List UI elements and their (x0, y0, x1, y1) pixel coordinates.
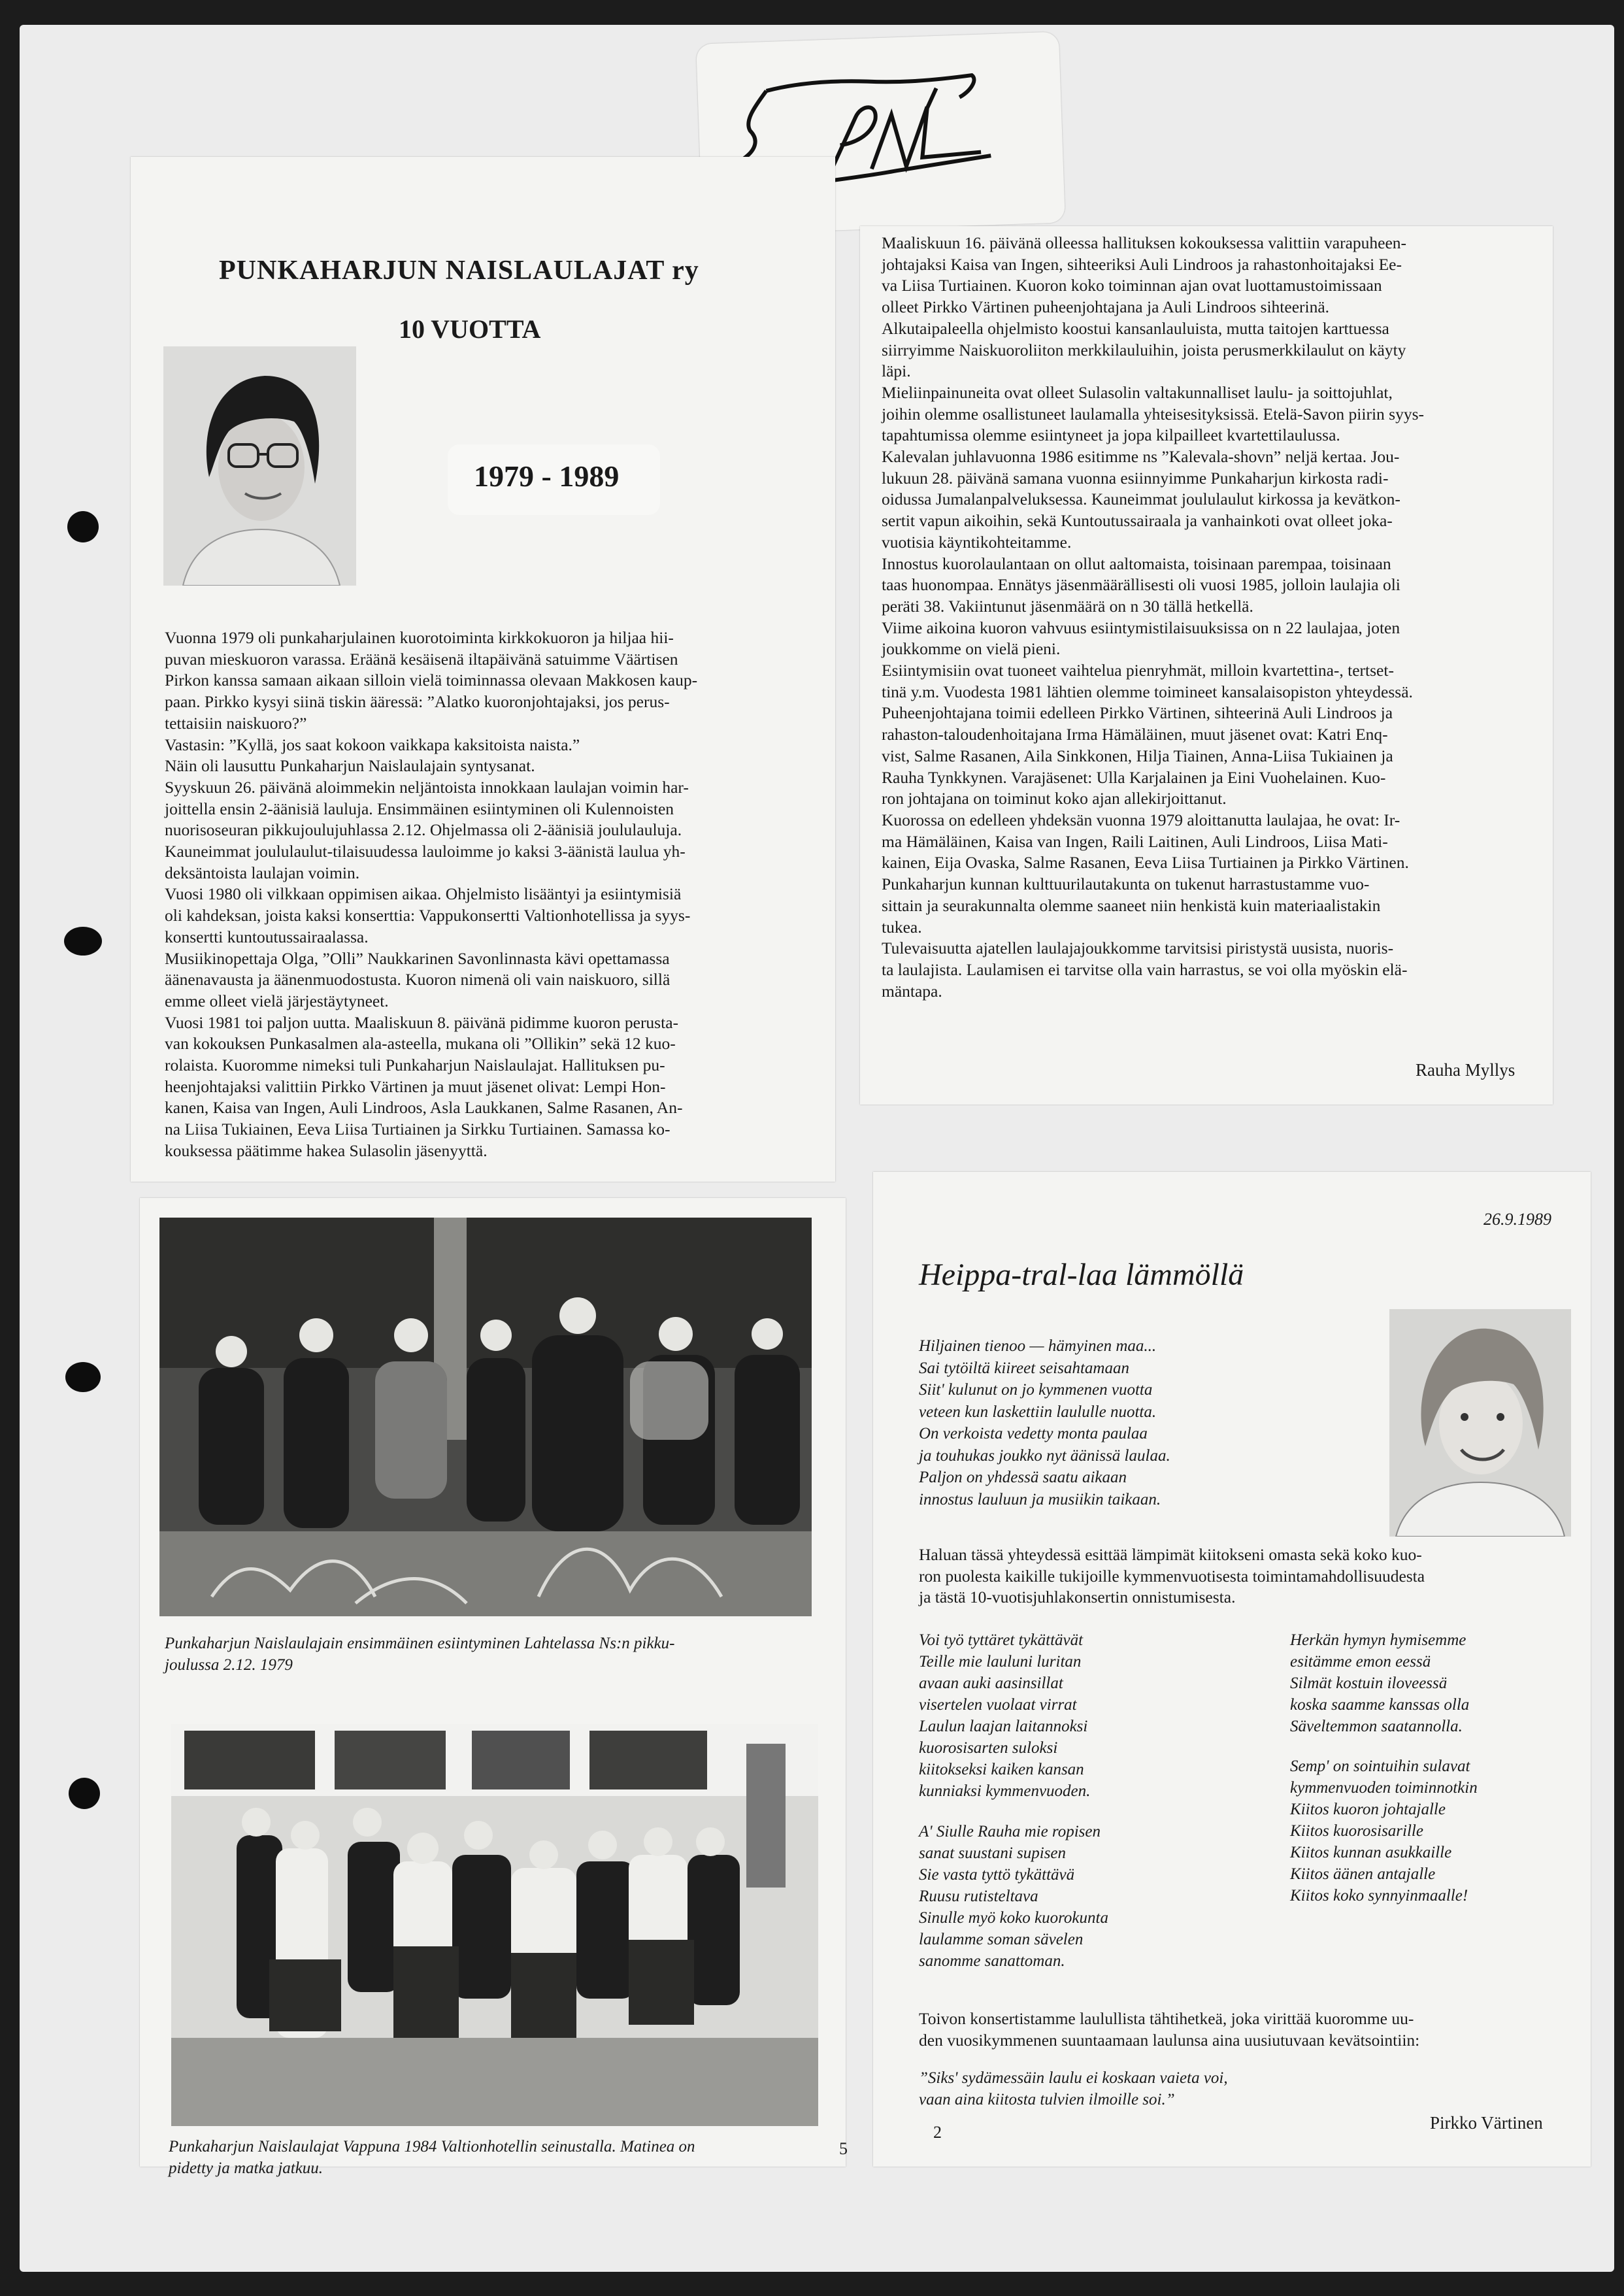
poem-title: Heippa-tral-laa lämmöllä (919, 1257, 1244, 1292)
right-article-clipping (860, 226, 1553, 1105)
poem-verse-2: Voi työ tyttäret tykättävät Teille mie lauluni luritan avaan auki aasinsillat visertelen vuolaat virrat Laulun laajan laitannoksi kuorosisarten suloksi kiitokseksi kaiken kansan kunniaksi kymmenvuoden. (919, 1631, 1091, 1800)
portrait-photo-pirkko (1389, 1309, 1571, 1537)
poem-verse-4: Herkän hymyn hymisemme esitämme emon eessä Silmät kostuin iloveessä koska saamme kanssas olla Säveltemmon saatannolla. (1290, 1631, 1470, 1735)
poem-verse-3: A' Siulle Rauha mie ropisen sanat suustani supisen Sie vasta tyttö tykättävä Ruusu rutisteltava Sinulle myö koko kuorokunta laulamme soman sävelen sanomme sanattoman. (919, 1823, 1108, 1970)
photo-caption-1984: Punkaharjun Naislaulajat Vappuna 1984 Valtionhotellin seinustalla. Matinea on pidetty ja matka jatkuu. (169, 2138, 695, 2177)
photo-caption-1979: Punkaharjun Naislaulajain ensimmäinen esiintyminen Lahtelassa Ns:n pikku- joulussa 2.12. 1979 (165, 1635, 675, 1674)
poem-verse-1: Hiljainen tienoo — hämyinen maa... Sai tytöiltä kiireet seisahtamaan Siit' kulunut on jo kymmenen vuotta veteen kun laskettiin laululle nuotta. On verkoista vedetty monta paulaa ja touhukas joukko nyt äänissä laulaa. Paljon on yhdessä saatu aikaan innostus lauluun ja musiikin taikaan. (919, 1337, 1170, 1508)
poem-page-number: 2 (933, 2123, 942, 2142)
binder-hole (65, 1362, 101, 1392)
choir-photo-1984 (171, 1724, 818, 2126)
scrapbook-page (20, 25, 1614, 2272)
photos-clipping (140, 1198, 848, 2177)
poem-prose-1: Haluan tässä yhteydessä esittää lämpimät kiitokseni omasta sekä koko kuo- ron puolesta kaikille tukijoille kymmenvuotisesta toimintamahdollisuudesta ja tästä 10-vuotisjuhlakonsertin onnistumisesta. (919, 1545, 1425, 1607)
article-title: PUNKAHARJUN NAISLAULAJAT ry (219, 256, 699, 286)
page-number: 5 (839, 2139, 848, 2158)
binder-hole (67, 511, 99, 542)
choir-photo-1979 (159, 1218, 812, 1616)
binder-hole (69, 1778, 100, 1809)
poem-date: 26.9.1989 (1483, 1210, 1551, 1229)
poem-signature: Pirkko Värtinen (1430, 2113, 1543, 2133)
years-label: 1979 - 1989 (448, 444, 660, 515)
portrait-photo-rauha (163, 346, 356, 586)
article-subtitle: 10 VUOTTA (399, 314, 541, 344)
poem-quote: ”Siks' sydämessäin laulu ei koskaan vaieta voi, vaan aina kiitosta tulvien ilmoille soi.” (919, 2069, 1228, 2108)
article-body: Vuonna 1979 oli punkaharjulainen kuorotoiminta kirkkokuoron ja hiljaa hii- puvan mieskuoron varassa. Eräänä kesäisenä iltapäivänä satuimme Väärtisen Pirkon kanssa samaan aikaan silloin vielä toiminnassa olevaan Makkosen kaup- paan. Pirkko kysyi siinä tiskin ääressä: ”Alatko kuoronjohtajaksi, jos perus- tettaisiin naiskuoro?” Vastasin: ”Kyllä, jos saat kokoon vaikkapa kaksitoista naista.” Näin oli lausuttu Punkaharjun Naislaulajain syntysanat. Syyskuun 26. päivänä aloimmekin neljäntoista innokkaan laulajan voimin har- joittella ensin 2-äänisiä lauluja. Ensimmäinen esiintyminen oli Kulennoisten nuorisoseuran pikkujoulujuhlassa 2.12. Ohjelmassa oli 2-äänisiä joululauluja. Kauneimmat joululaulut-tilaisuudessa lauloimme jo kaksi 3-äänistä laulua yh- deksäntoista laulajan voimin. Vuosi 1980 oli vilkkaan oppimisen aikaa. Ohjelmisto lisääntyi ja esiintymisiä oli kahdeksan, joista kaksi konserttia: Vappukonsertti Valtionhotellissa ja syys- konsertti kuntoutussairaalassa. Musiikinopettaja Olga, ”Olli” Naukkarinen Savonlinnasta kävi opettamassa äänenavausta ja äänenmuodostusta. Kuoron nimenä oli vain naiskuoro, sillä emme olleet vielä järjestäytyneet. Vuosi 1981 toi paljon uutta. Maaliskuun 8. päivänä pidimme kuoron perusta- van kokouksen Punkasalmen ala-asteella, mukana oli ”Ollikin” sekä 12 kuo- rolaista. Kuoromme nimeksi tuli Punkaharjun Naislaulajat. Hallituksen pu- heenjohtajaksi valittiin Pirkko Värtinen ja muut jäsenet olivat: Lempi Hon- kanen, Kaisa van Ingen, Auli Lindroos, Asla Laukkanen, Salme Rasanen, An- na Liisa Tukiainen, Eeva Liisa Turtiainen ja Sirkku Turtiainen. Samassa ko- kouksessa päätimme hakea Sulasolin jäsenyyttä. (165, 628, 698, 1160)
article-body-continued: Maaliskuun 16. päivänä olleessa hallituksen kokouksessa valittiin varapuheen- johtajaksi Kaisa van Ingen, sihteeriksi Auli Lindroos ja rahastonhoitajaksi Ee- va Liisa Turtiainen. Kuoron koko toiminnan ajan ovat luottamustoimissaan olleet Pirkko Värtinen puheenjohtajana ja Auli Lindroos sihteerinä. Alkutaipaleella ohjelmisto koostui kansanlauluista, mutta taitojen karttuessa siirryimme Naiskuoroliiton merkkilauluihin, joista perusmerkkilaulut on käyty läpi. Mieliinpainuneita ovat olleet Sulasolin valtakunnalliset laulu- ja soittojuhlat, joihin olemme osallistuneet laulamalla yhteisesityksissä. Etelä-Savon piirin syys- tapahtumissa olemme esiintyneet ja jopa kilpailleet kvartettilaulussa. Kalevalan juhlavuonna 1986 esitimme ns ”Kalevala-shovn” neljä kertaa. Jou- lukuun 28. päivänä samana vuonna esiinnyimme Punkaharjun kirkosta radi- oidussa Jumalanpalveluksessa. Kauneimmat joululaulut kirkossa ja kevätkon- sertit vapun aikoihin, sekä Kuntoutussairaala ja vanhainkoti ovat olleet joka- vuotisia käyntikohteitamme. Innostus kuorolaulantaan on ollut aaltomaista, toisinaan parempaa, toisinaan taas huonompaa. Ennätys jäsenmäärällisesti oli vuosi 1985, jolloin laulajia oli peräti 38. Vakiintunut jäsenmäärä on n 30 tällä hetkellä. Viime aikoina kuoron vahvuus esiintymistilaisuuksissa on n 22 laulajaa, joten joukkomme on vielä pieni. Esiintymisiin ovat tuoneet vaihtelua pienryhmät, milloin kvartettina-, tertset- tinä y.m. Vuodesta 1981 lähtien olemme toimineet kansalaisopiston yhteydessä. Puheenjohtajana toimii edelleen Pirkko Värtinen, sihteerinä Auli Lindroos ja rahaston-taloudenhoitajana Irma Hämäläinen, muut jäsenet ovat: Katri Enq- vist, Salme Rasanen, Aila Sinkkonen, Hilja Tiainen, Anna-Liisa Tukiainen ja Rauha Tynkkynen. Varajäsenet: Ulla Karjalainen ja Eini Vuohelainen. Kuo- ron johtajana on toiminut koko ajan allekirjoittanut. Kuorossa on edelleen yhdeksän vuonna 1979 aloittanutta laulajaa, he ovat: Ir- ma Hämäläinen, Kaisa van Ingen, Raili Laitinen, Auli Lindroos, Liisa Mati- kainen, Eija Ovaska, Salme Rasanen, Eeva Liisa Turtiainen ja Pirkko Värtinen. Punkaharjun kunnan kulttuurilautakunta on tukenut harrastustamme vuo- sittain ja seurakunnalta olemme saaneet niin henkistä kuin materiaalistakin tukea. Tulevaisuutta ajatellen laulajajoukkomme tarvitsisi piristystä uusista, nuoris- ta laulajista. Laulamisen ei tarvitse olla vain harrastus, se voi olla myöskin elä- mäntapa. (882, 233, 1425, 1001)
poem-prose-2: Toivon konsertistamme laulullista tähtihetkeä, joka virittää kuoromme uu- den vuosikymmenen suuntaamaan laulunsa aina uusiutuvaan kevätsointiin: (919, 2009, 1420, 2050)
article-signature: Rauha Myllys (1416, 1060, 1516, 1080)
binder-hole (64, 927, 102, 956)
left-article-clipping (131, 157, 835, 1182)
poem-clipping (873, 1172, 1591, 2167)
poem-verse-5: Semp' on sointuihin sulavat kymmenvuoden toiminnotkin Kiitos kuoron johtajalle Kiitos kuorosisarille Kiitos kunnan asukkaille Kiitos äänen antajalle Kiitos koko synnyinmaalle! (1290, 1757, 1478, 1905)
